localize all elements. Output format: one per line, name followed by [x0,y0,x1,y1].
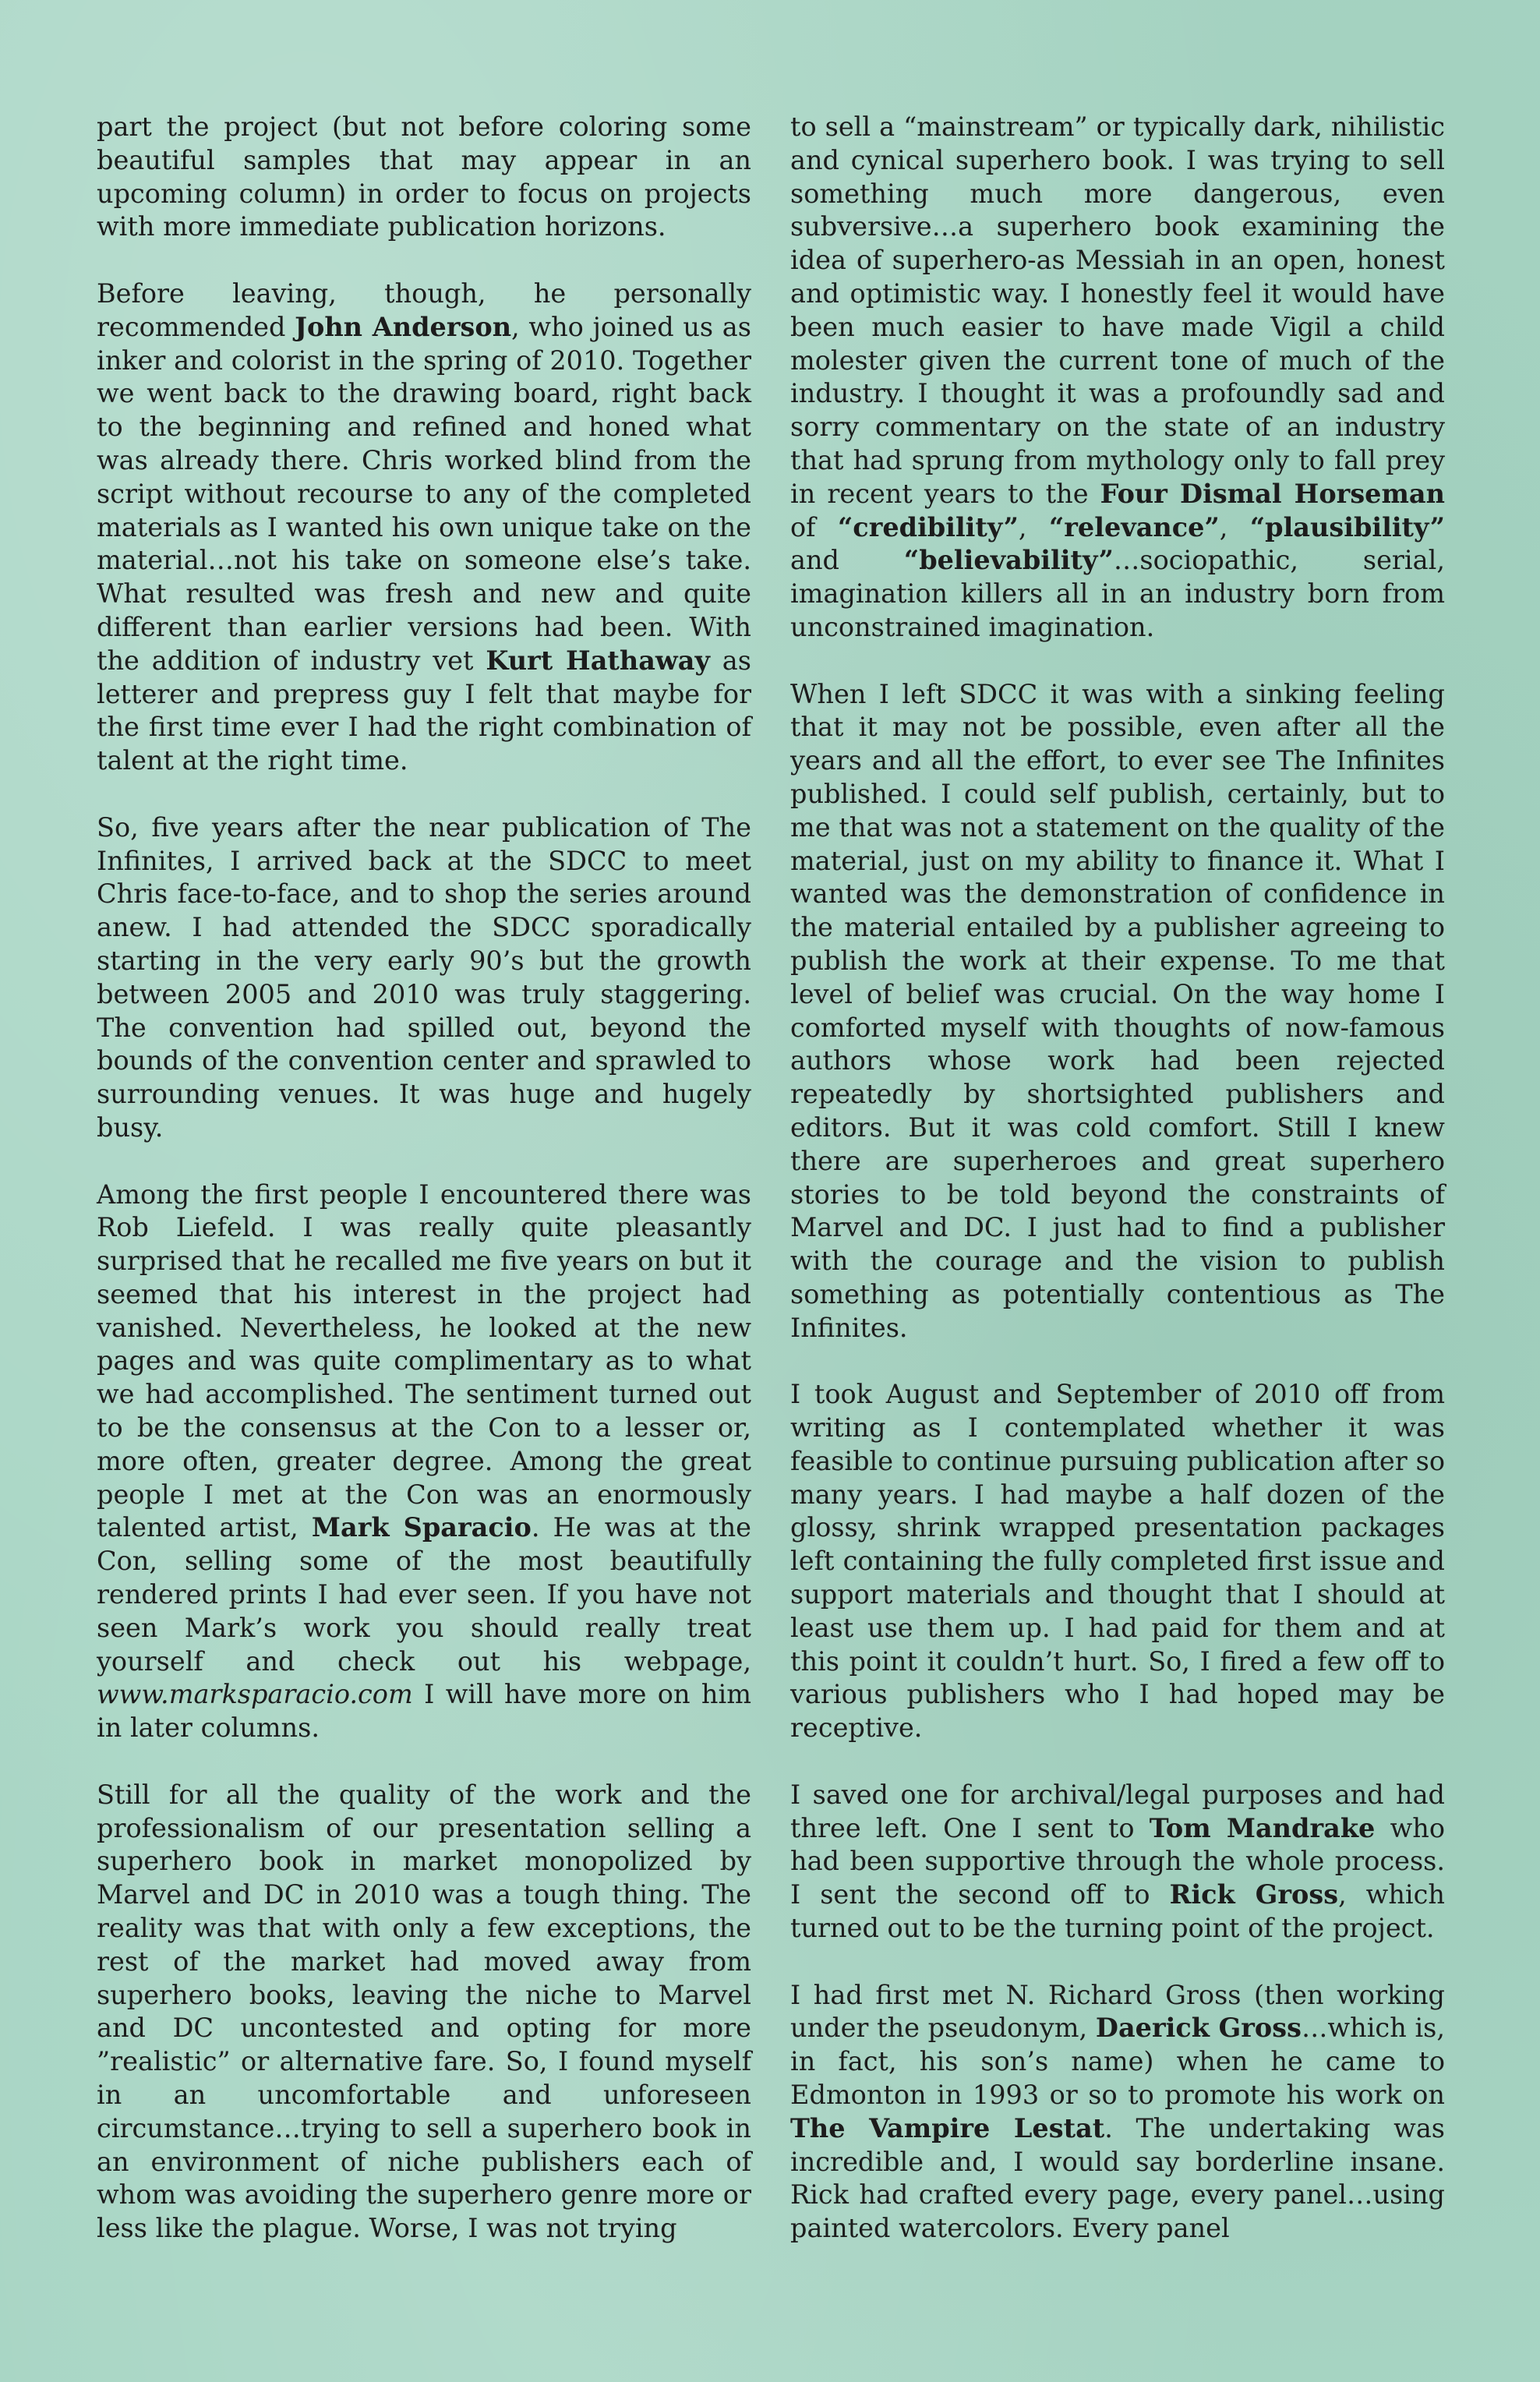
paragraph-text: I will have more on him in later columns. [97,1679,751,1744]
paragraph-text: …sociopathic, serial, imagination killers all in an industry born from unconstrained imagination. [790,545,1445,642]
paragraph-text: to sell a “mainstream” or typically dark, nihilistic and cynical superhero book. I was trying to sell something much more dangerous, even subversive…a superhero book examining the idea of superhero-as Messiah in an open, honest and optimistic way. I honestly feel it would have been much easier to have made Vigil a child molester given the current tone of much of the industry. I thought it was a profoundly sad and sorry commentary on the state of an industry that had sprung from mythology only to fall prey in recent years to the [790,111,1445,509]
bold-title: The Vampire Lestat [790,2112,1105,2143]
paragraph [790,1779,1445,1946]
paragraph-text: When I left SDCC it was with a sinking feeling that it may not be possible, even after all the years and all the effort, to ever see The Infinites published. I could self publish, certainly, but to me that was not a statement on the quality of the material, just on my ability to finance it. What I wanted was the demonstration of confidence in the material entailed by a publisher agreeing to publish the work at their expense. To me that level of belief was crucial. On the way home I comforted myself with thoughts of now-famous authors whose work had been rejected repeatedly by shortsighted publishers and editors. But it was cold comfort. Still I knew there are superheroes and great superhero stories to be told beyond the constraints of Marvel and DC. I just had to find a publisher with the courage and the vision to publish something as potentially contentious as The Infinites. [790,678,1445,1343]
paragraph-text: I saved one for archival/legal purposes and had three left. One I sent to [790,1779,1445,1843]
bold-name: Tom Mandrake [1149,1812,1376,1843]
paragraph-text: Among the first people I encountered there was Rob Liefeld. I was really quite pleasantly surprised that he recalled me five years on but it seemed that his interest in the project had vanished. Nevertheless, he looked at the new pages and was quite complimentary as to what we had accomplished. The sentiment turned out to be the consensus at the Con to a lesser or, more often, greater degree. Among the great people I met at the Con was an enormously talented artist, [97,1179,751,1543]
bold-name: John Anderson [295,311,512,342]
paragraph-text: as letterer and prepress guy I felt that maybe for the first time ever I had the right combination of talent at the right time. [97,645,751,776]
paragraph [790,1378,1445,1745]
bold-phrase: “relevance” [1048,511,1220,542]
website-link[interactable]: www.marksparacio.com [97,1679,413,1710]
paragraph [97,111,751,244]
paragraph-text: . The undertaking was incredible and, I would say borderline insane. Rick had crafted every page, every panel…using painted watercolors. Every panel [790,2112,1445,2244]
paragraph-text: part the project (but not before coloring some beautiful samples that may appear in an upcoming column) in order to focus on projects with more immediate publication horizons. [97,111,751,242]
paragraph-text: Before leaving, though, he personally recommended [97,277,751,342]
paragraph [97,1779,751,2246]
paragraph-text: , who joined us as inker and colorist in the spring of 2010. Together we went back to the drawing board, right back to the beginning and refined and honed what was already there. Chris worked blind from the script without recourse to any of the completed materials as I wanted his own unique take on the material…not his take on someone else’s take. What resulted was fresh and new and quite different than earlier versions had been. With the addition of industry vet [97,311,751,676]
bold-phrase: “credibility” [838,511,1019,542]
paragraph [790,1979,1445,2246]
paragraph-text: , [1018,511,1049,542]
paragraph-text: who had been supportive through the whole process. I sent the second off to [790,1812,1445,1910]
left-column [97,111,751,2279]
bold-name: Daerick Gross [1095,2013,1302,2044]
bold-name: Rick Gross [1169,1879,1339,1910]
bold-phrase: Four Dismal Horseman [1100,478,1445,509]
paragraph-text: So, five years after the near publication of The Infinites, I arrived back at the SDCC to meet Chris face-to-face, and to shop the series around anew. I had attended the SDCC sporadically starting in the very early 90’s but the growth between 2005 and 2010 was truly staggering. The convention had spilled out, beyond the bounds of the convention center and sprawled to surrounding venues. It was huge and hugely busy. [97,811,751,1143]
paragraph-text: , which turned out to be the turning point of the project. [790,1879,1445,1944]
right-column [790,111,1445,2279]
paragraph-text: , [1219,511,1250,542]
bold-phrase: “plausibility” [1249,511,1445,542]
paragraph-text: I took August and September of 2010 off from writing as I contemplated whether it was feasible to continue pursuing publication after so many years. I had maybe a half dozen of the glossy, shrink wrapped presentation packages left containing the fully completed first issue and support materials and thought that I should at least use them up. I had paid for them and at this point it couldn’t hurt. So, I fired a few off to various publishers who I had hoped may be receptive. [790,1379,1445,1744]
paragraph-text: of [790,511,839,542]
paragraph [97,811,751,1145]
paragraph-text: Still for all the quality of the work and the professionalism of our presentation selling a superhero book in market monopolized by Marvel and DC in 2010 was a tough thing. The reality was that with only a few exceptions, the rest of the market had moved away from superhero books, leaving the niche to Marvel and DC uncontested and opting for more ”realistic” or alternative fare. So, I found myself in an uncomfortable and unforeseen circumstance…trying to sell a superhero book in an environment of niche publishers each of whom was avoiding the superhero genre more or less like the plague. Worse, I was not trying [97,1779,751,2244]
bold-phrase: “believability” [903,545,1114,576]
paragraph [790,678,1445,1345]
bold-name: Kurt Hathaway [486,645,710,676]
paragraph [97,1179,751,1746]
paragraph [790,111,1445,645]
paragraph [97,277,751,778]
paragraph-text: …which is, in fact, his son’s name) when he came to Edmonton in 1993 or so to promote his work on [790,2013,1445,2111]
bold-name: Mark Sparacio [311,1512,532,1543]
paragraph-text: . He was at the Con, selling some of the most beautifully rendered prints I had ever seen. If you have not seen Mark’s work you should really treat yourself and check out his webpage, [97,1512,751,1677]
paragraph-text: I had first met N. Richard Gross (then working under the pseudonym, [790,1979,1445,2044]
paragraph-text: and [790,545,904,576]
